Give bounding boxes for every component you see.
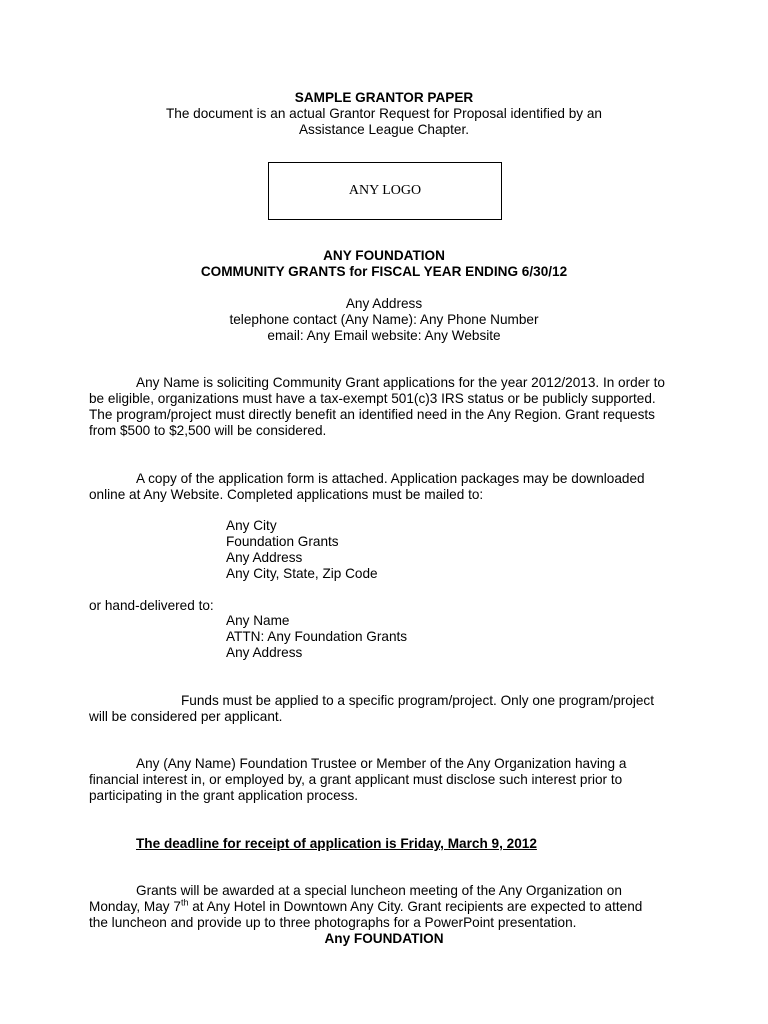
address-line: Any Name	[226, 613, 290, 628]
footer-heading: Any FOUNDATION	[324, 931, 444, 946]
paragraph-text: at Any Hotel in Downtown Any City. Grant recipients are expected to attend	[188, 899, 643, 914]
address-line: Foundation Grants	[226, 534, 339, 549]
deadline-notice: The deadline for receipt of application is Friday, March 9, 2012	[136, 836, 537, 851]
ordinal-suffix: th	[180, 897, 189, 908]
paragraph-line: be eligible, organizations must have a tax-exempt 501(c)3 IRS status or be publicly supported.	[89, 391, 656, 406]
paragraph-line: from $500 to $2,500 will be considered.	[89, 423, 327, 438]
contact-email: email: Any Email website: Any Website	[267, 328, 501, 343]
paragraph-line: A copy of the application form is attached. Application packages may be downloaded	[136, 471, 645, 486]
paragraph-line: the luncheon and provide up to three photographs for a PowerPoint presentation.	[89, 915, 577, 930]
document-title: SAMPLE GRANTOR PAPER	[294, 90, 474, 105]
paragraph-line: Grants will be awarded at a special luncheon meeting of the Any Organization on	[136, 883, 622, 898]
paragraph-line	[89, 899, 642, 915]
paragraph-line: Any (Any Name) Foundation Trustee or Member of the Any Organization having a	[136, 756, 627, 771]
program-title: COMMUNITY GRANTS for FISCAL YEAR ENDING 6/30/12	[200, 264, 568, 279]
date-text: Monday, May 7	[89, 899, 181, 914]
paragraph-line: online at Any Website. Completed applications must be mailed to:	[89, 487, 484, 502]
address-line: Any City	[226, 518, 277, 533]
document-subtitle-line-1: The document is an actual Grantor Request for Proposal identified by an	[165, 106, 602, 121]
paragraph-line: The program/project must directly benefit an identified need in the Any Region. Grant requests	[89, 407, 655, 422]
logo-text: ANY LOGO	[348, 183, 422, 198]
paragraph-line: Any Name is soliciting Community Grant applications for the year 2012/2013. In order to	[136, 375, 665, 390]
foundation-name: ANY FOUNDATION	[323, 248, 445, 263]
address-line: Any Address	[226, 550, 303, 565]
address-line: ATTN: Any Foundation Grants	[226, 629, 408, 644]
paragraph-line: participating in the grant application process.	[89, 788, 359, 803]
contact-telephone: telephone contact (Any Name): Any Phone Number	[229, 312, 539, 327]
logo-placeholder	[268, 162, 502, 220]
document-subtitle-line-2: Assistance League Chapter.	[298, 122, 470, 137]
paragraph-line: will be considered per applicant.	[89, 709, 283, 724]
contact-address: Any Address	[345, 296, 423, 311]
hand-delivered-label: or hand-delivered to:	[89, 598, 214, 613]
address-line: Any Address	[226, 645, 303, 660]
paragraph-line: financial interest in, or employed by, a grant applicant must disclose such interest prior to	[89, 772, 623, 787]
address-line: Any City, State, Zip Code	[226, 566, 378, 581]
paragraph-line: Funds must be applied to a specific program/project. Only one program/project	[181, 693, 654, 708]
